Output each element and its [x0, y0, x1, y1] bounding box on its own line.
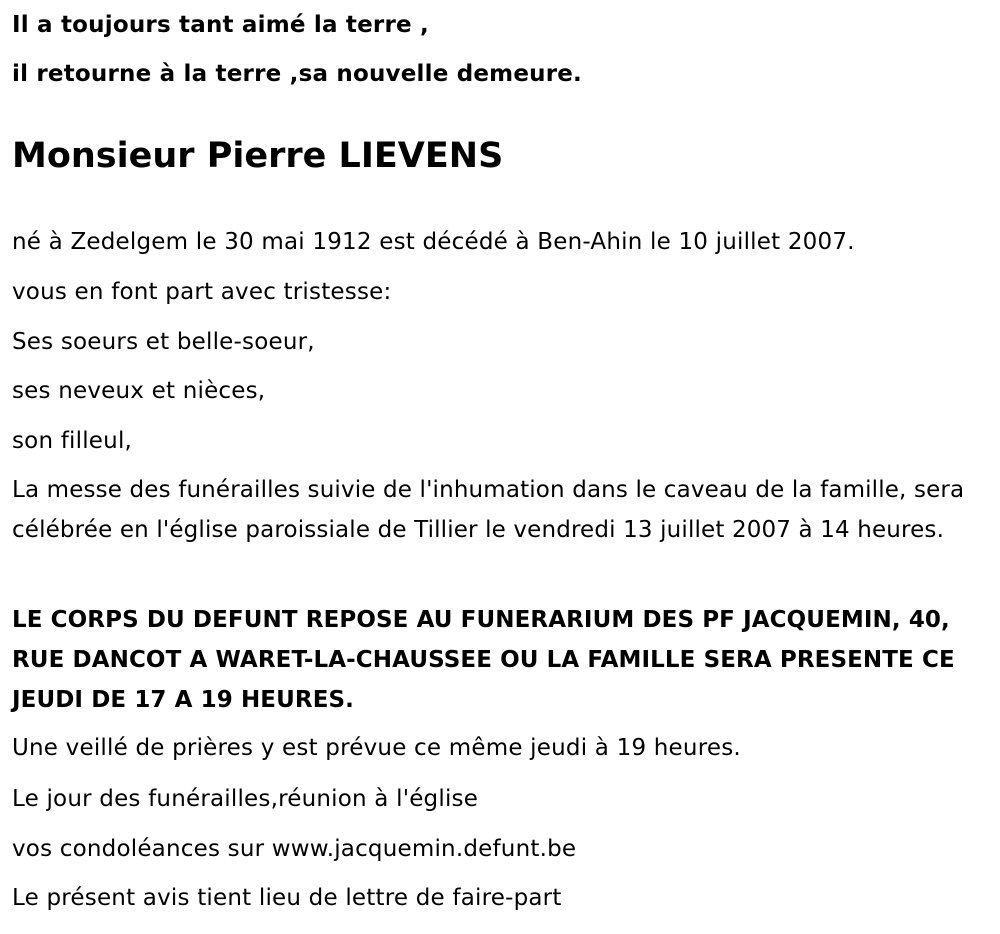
- family-line-1: Ses soeurs et belle-soeur,: [12, 329, 315, 355]
- family-line-3: son filleul,: [12, 428, 133, 454]
- closing-line: Le présent avis tient lieu de lettre de faire-part: [12, 885, 562, 911]
- funerarium-notice: LE CORPS DU DEFUNT REPOSE AU FUNERARIUM DES PF JACQUEMIN, 40, RUE DANCOT A WARET-LA-CHAUSSEE OU LA FAMILLE SERA PRESENTE CE JEUDI DE 17 A 19 HEURES.: [12, 607, 955, 713]
- birth-death-line: né à Zedelgem le 30 mai 1912 est décédé à Ben-Ahin le 10 juillet 2007.: [12, 229, 855, 255]
- condolences-line: vos condoléances sur www.jacquemin.defunt.be: [12, 836, 577, 862]
- funeral-mass-paragraph: La messe des funérailles suivie de l'inhumation dans le caveau de la famille, sera célébrée en l'église paroissiale de Tillier le vendredi 13 juillet 2007 à 14 heures.: [12, 477, 965, 543]
- epigraph-line-2: il retourne à la terre ,sa nouvelle demeure.: [12, 61, 582, 87]
- reunion-line: Le jour des funérailles,réunion à l'église: [12, 786, 479, 812]
- family-line-2: ses neveux et nièces,: [12, 378, 266, 404]
- vigil-line: Une veillé de prières y est prévue ce même jeudi à 19 heures.: [12, 735, 741, 761]
- intro-line: vous en font part avec tristesse:: [12, 279, 392, 305]
- epigraph-line-1: Il a toujours tant aimé la terre ,: [12, 12, 429, 38]
- deceased-name: Monsieur Pierre LIEVENS: [12, 136, 504, 176]
